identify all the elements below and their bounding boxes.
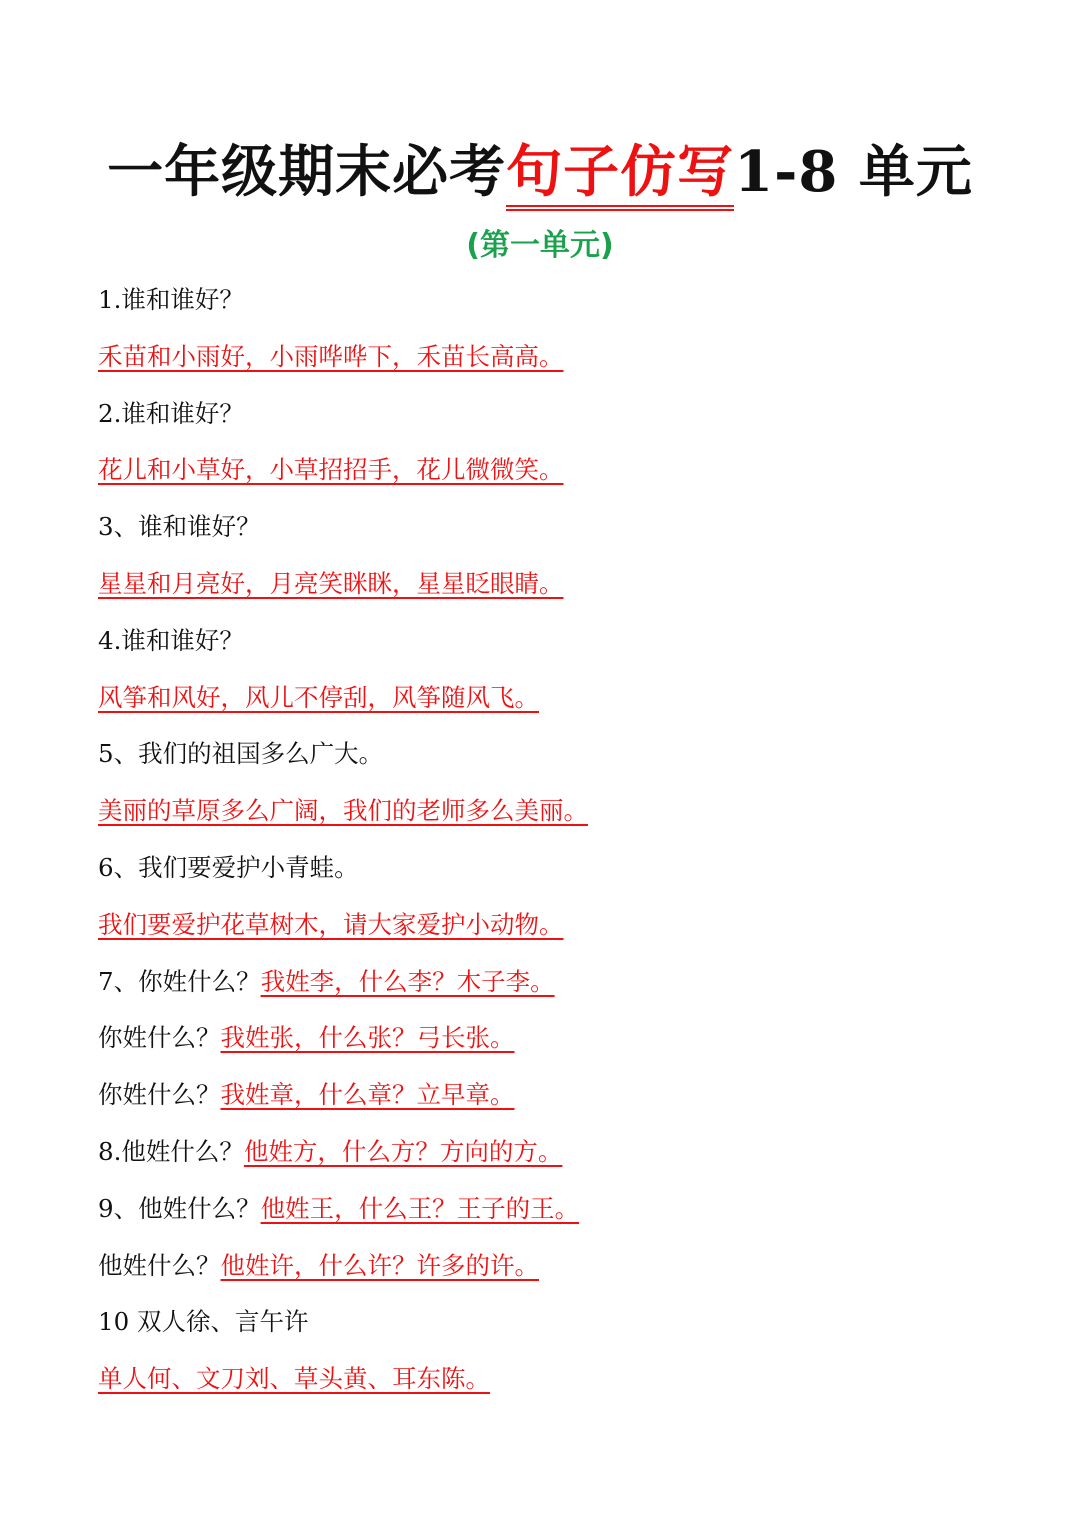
exercise-line bbox=[98, 394, 998, 451]
question-text: 1.谁和谁好？ bbox=[98, 285, 244, 314]
answer-text: 单人何、文刀刘、草头黄、耳东陈。 bbox=[98, 1364, 490, 1394]
exercise-line bbox=[98, 1132, 998, 1189]
page-title bbox=[0, 138, 1080, 206]
exercise-line bbox=[98, 905, 998, 962]
answer-text: 禾苗和小雨好，小雨哗哗下，禾苗长高高。 bbox=[98, 341, 564, 371]
answer-text: 美丽的草原多么广阔，我们的老师多么美丽。 bbox=[98, 796, 588, 826]
question-text: 3、谁和谁好？ bbox=[98, 512, 261, 542]
exercise-line bbox=[98, 1302, 998, 1359]
exercise-line bbox=[98, 1246, 998, 1303]
answer-text: 他姓方，什么方？方向的方。 bbox=[243, 1136, 563, 1166]
question-text: 2.谁和谁好？ bbox=[98, 398, 244, 428]
exercise-line bbox=[98, 450, 998, 507]
question-text: 9、他姓什么？ bbox=[98, 1193, 261, 1223]
exercise-line bbox=[98, 848, 998, 905]
exercise-line bbox=[98, 962, 998, 1019]
exercise-line bbox=[98, 1189, 998, 1246]
title-suffix: 1-8 单元 bbox=[734, 139, 973, 205]
answer-text: 风筝和风好，风儿不停刮，风筝随风飞。 bbox=[98, 682, 539, 712]
answer-text: 我姓李，什么李？木子李。 bbox=[260, 966, 555, 996]
exercise-line bbox=[98, 1359, 998, 1416]
exercise-line bbox=[98, 1075, 998, 1132]
answer-text: 我姓章，什么章？立早章。 bbox=[220, 1080, 515, 1110]
question-text: 7、你姓什么？ bbox=[98, 966, 261, 996]
exercise-line bbox=[98, 621, 998, 678]
answer-text: 星星和月亮好，月亮笑眯眯，星星眨眼睛。 bbox=[98, 568, 564, 598]
answer-text: 我姓张，什么张？弓长张。 bbox=[220, 1023, 515, 1053]
answer-text: 我们要爱护花草树木，请大家爱护小动物。 bbox=[98, 909, 564, 939]
unit-subtitle: (第一单元) bbox=[466, 228, 614, 263]
exercise-line bbox=[98, 678, 998, 735]
title-highlight: 句子仿写 bbox=[506, 139, 734, 211]
question-text: 6、我们要爱护小青蛙。 bbox=[98, 852, 359, 882]
question-text: 他姓什么？ bbox=[98, 1250, 221, 1280]
exercise-line bbox=[98, 1018, 998, 1075]
exercise-list bbox=[98, 280, 998, 1416]
exercise-line bbox=[98, 791, 998, 848]
question-text: 5、我们的祖国多么广大。 bbox=[98, 739, 384, 769]
answer-text: 他姓王，什么王？王子的王。 bbox=[260, 1193, 580, 1223]
question-text: 10 双人徐、言午许 bbox=[98, 1307, 309, 1337]
question-text: 8.他姓什么？ bbox=[98, 1136, 244, 1166]
question-text: 你姓什么？ bbox=[98, 1023, 221, 1053]
answer-text: 花儿和小草好，小草招招手，花儿微微笑。 bbox=[98, 455, 564, 485]
title-prefix: 一年级期末必考 bbox=[107, 139, 507, 205]
exercise-line bbox=[98, 337, 998, 394]
exercise-line bbox=[98, 507, 998, 564]
exercise-line bbox=[98, 564, 998, 621]
exercise-line bbox=[98, 280, 998, 337]
question-text: 4.谁和谁好？ bbox=[98, 625, 244, 655]
question-text: 你姓什么？ bbox=[98, 1080, 221, 1110]
exercise-line bbox=[98, 734, 998, 791]
answer-text: 他姓许，什么许？许多的许。 bbox=[220, 1250, 539, 1280]
